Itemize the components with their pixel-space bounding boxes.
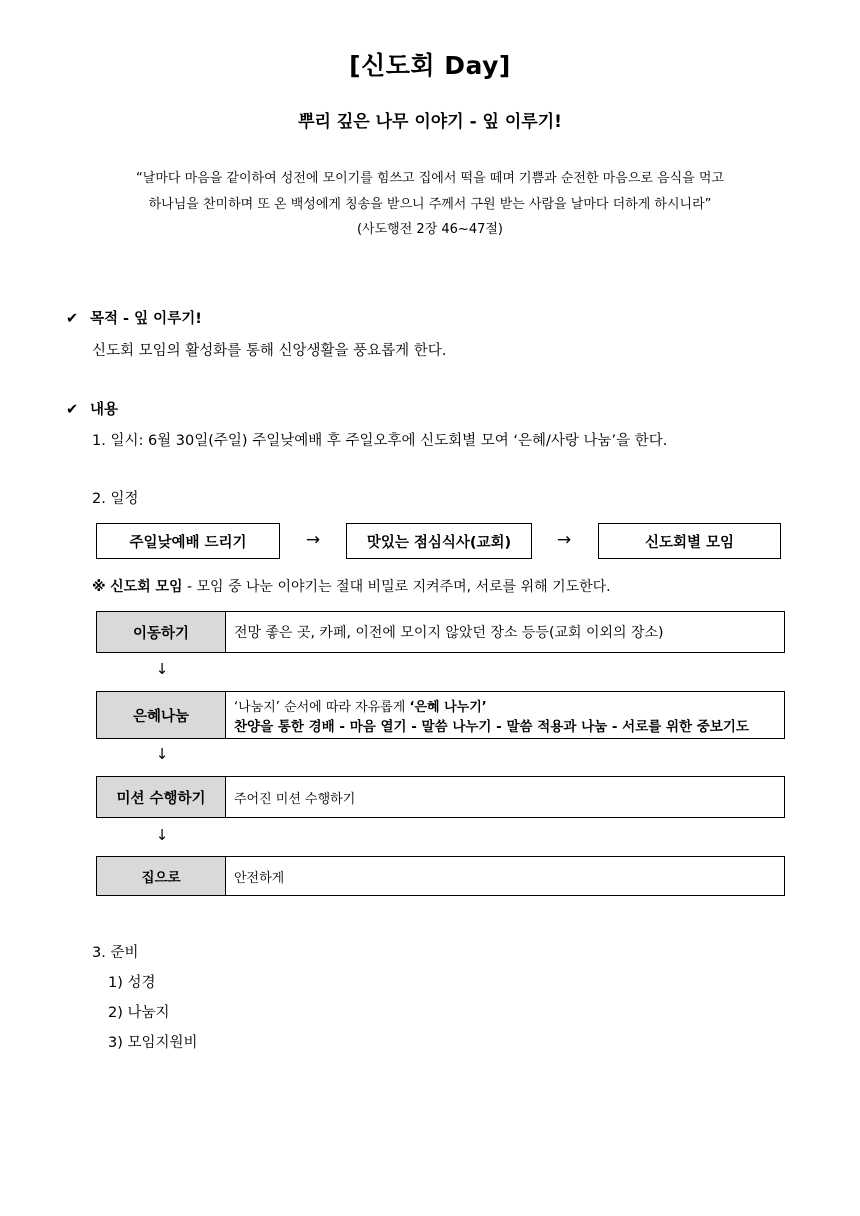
note-text: - 모임 중 나눈 이야기는 절대 비밀로 지켜주며, 서로를 위해 기도한다.: [182, 579, 611, 595]
row-text-line-1: [234, 696, 784, 715]
row-label: 집으로: [97, 857, 226, 895]
scripture-reference: (사도행전 2장 46~47절): [356, 222, 503, 237]
row-label: 미션 수행하기: [97, 777, 226, 817]
purpose-text: 신도회 모임의 활성화를 통해 신앙생활을 풍요롭게 한다.: [92, 343, 447, 359]
row-text: 안전하게: [234, 870, 285, 886]
flow-step-label: 맛있는 점심식사(교회): [366, 534, 512, 551]
down-arrow-icon: ↓: [155, 745, 169, 763]
schedule-row-move: [96, 611, 785, 653]
row-label: 은혜나눔: [97, 692, 226, 738]
right-arrow-icon: →: [305, 530, 321, 550]
prep-bible: 1) 성경: [108, 975, 156, 991]
purpose-heading: [66, 307, 202, 328]
page-subtitle: 뿌리 깊은 나무 이야기 - 잎 이루기!: [298, 112, 562, 132]
right-arrow-icon: →: [556, 530, 572, 550]
flow-step-worship: [96, 523, 280, 559]
row-text: 전망 좋은 곳, 카페, 이전에 모이지 않았던 장소 등등(교회 이외의 장소): [234, 625, 664, 641]
date-item: 1. 일시: 6월 30일(주일) 주일낮예배 후 주일오후에 신도회별 모여 ‘은혜/사랑 나눔’을 한다.: [92, 433, 668, 449]
quote-line-1: “날마다 마음을 같이하여 성전에 모이기를 힘쓰고 집에서 떡을 떼며 기쁨과 순전한 마음으로 음식을 먹고: [136, 171, 724, 186]
note-mark: ※: [92, 579, 106, 595]
flow-step-lunch: [346, 523, 532, 559]
row-content: [226, 777, 784, 817]
row-text-bold: ‘은혜 나누기’: [409, 699, 487, 715]
schedule-row-mission: [96, 776, 785, 818]
flow-step-label: 주일낮예배 드리기: [129, 534, 247, 551]
down-arrow-icon: ↓: [155, 826, 169, 844]
row-text-line-2: 찬양을 통한 경배 - 마음 열기 - 말씀 나누기 - 말씀 적용과 나눔 - 서로를 위한 중보기도: [234, 718, 749, 735]
contents-heading: [66, 398, 118, 419]
page-title: [신도회 Day]: [349, 51, 511, 80]
prep-support-fund: 3) 모임지원비: [108, 1035, 198, 1051]
scripture-quote: [70, 166, 790, 218]
checkmark-icon: ✔: [66, 402, 79, 418]
schedule-item: 2. 일정: [92, 491, 139, 507]
purpose-heading-text: 목적 - 잎 이루기!: [90, 311, 202, 327]
checkmark-icon: ✔: [66, 311, 79, 327]
quote-line-2: 하나님을 찬미하며 또 온 백성에게 칭송을 받으니 주께서 구원 받는 사람을 날마다 더하게 하시니라”: [148, 197, 712, 212]
preparation-item: 3. 준비: [92, 945, 139, 961]
note-bold: 신도회 모임: [110, 579, 183, 595]
prep-sharing-sheet: 2) 나눔지: [108, 1005, 170, 1021]
row-content: [226, 692, 784, 738]
row-content: [226, 857, 784, 895]
contents-heading-text: 내용: [90, 402, 119, 418]
schedule-row-grace: [96, 691, 785, 739]
row-content: [226, 612, 784, 652]
row-text: ‘나눔지’ 순서에 따라 자유롭게: [234, 699, 410, 715]
flow-step-meeting: [598, 523, 781, 559]
row-label: 이동하기: [97, 612, 226, 652]
flow-step-label: 신도회별 모임: [644, 534, 735, 551]
row-text: 주어진 미션 수행하기: [234, 791, 356, 807]
schedule-row-home: [96, 856, 785, 896]
down-arrow-icon: ↓: [155, 660, 169, 678]
meeting-note: [92, 576, 611, 596]
